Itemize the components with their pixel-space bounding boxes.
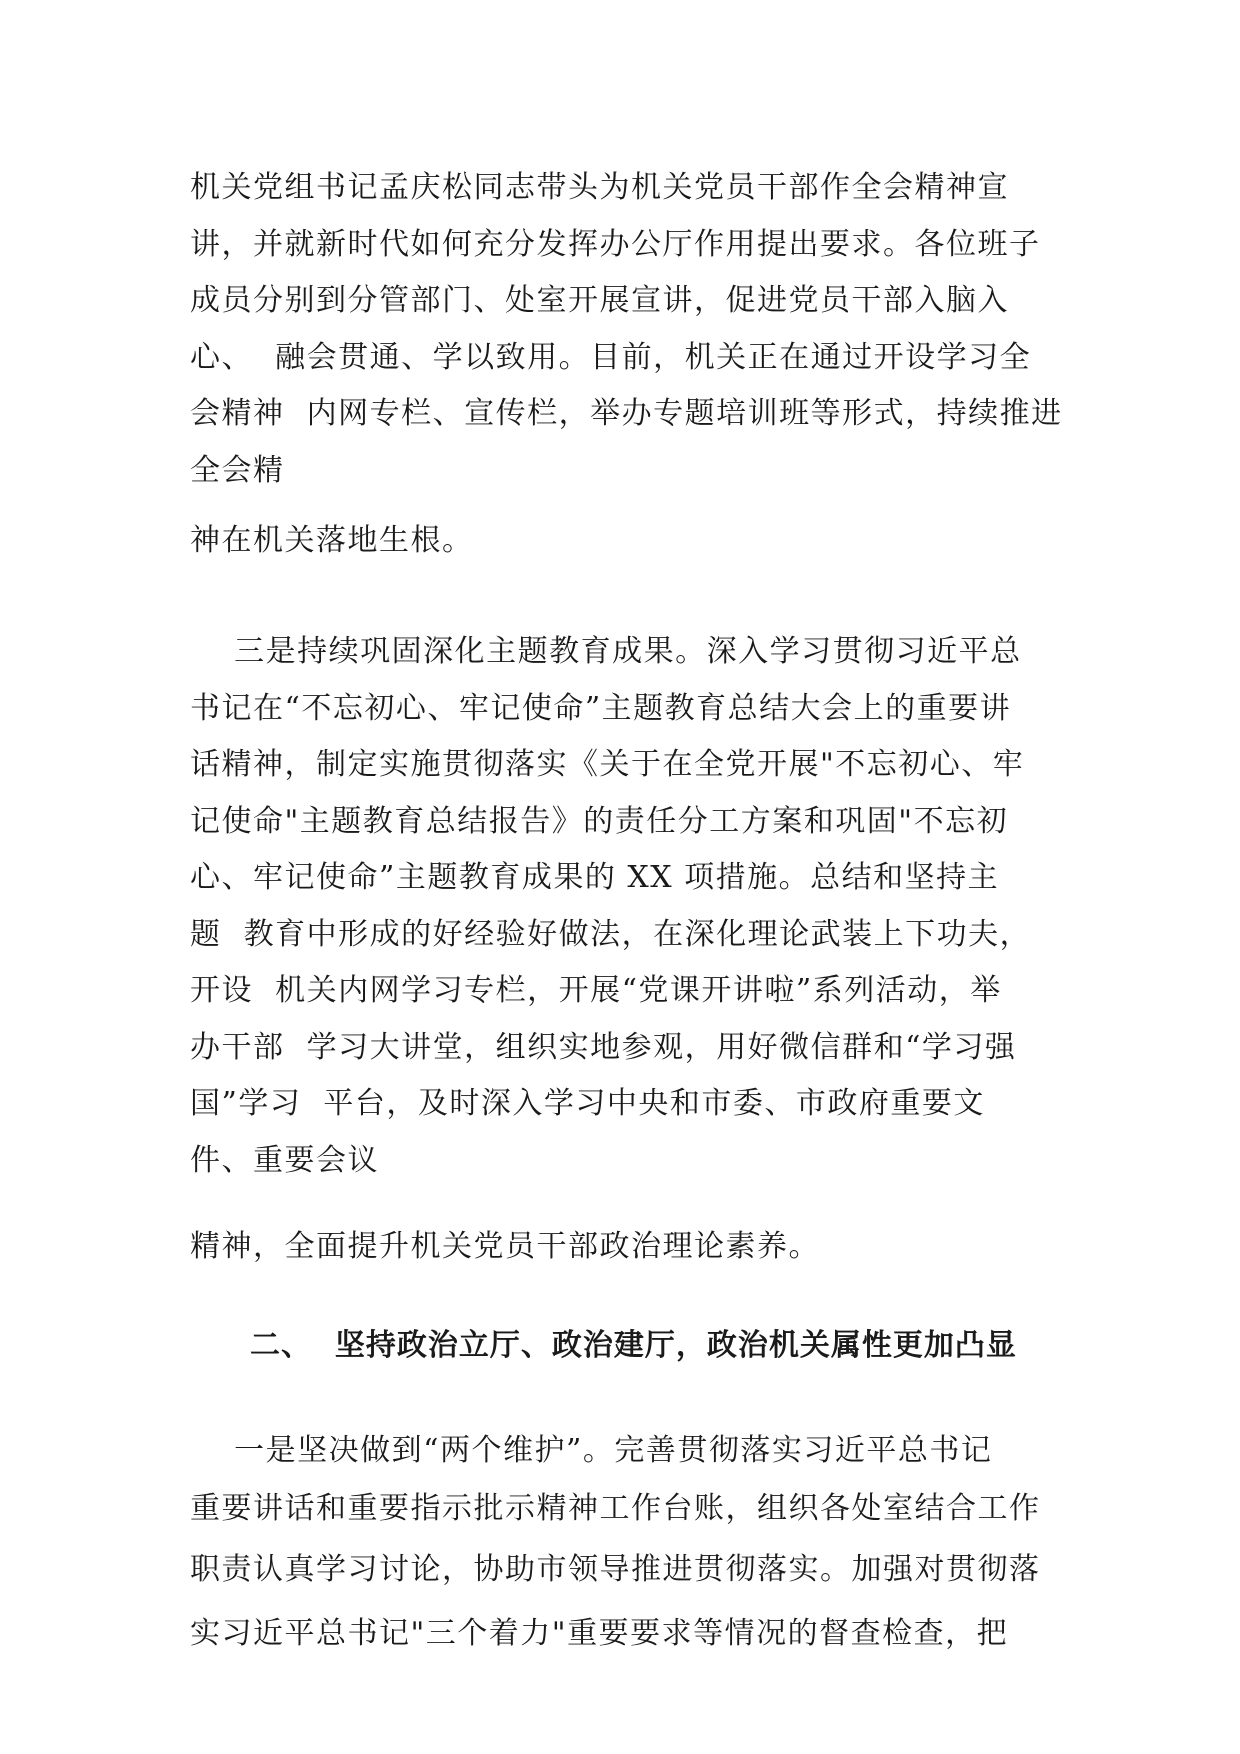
paragraph-two-safeguards <box>190 1422 1070 1666</box>
text-line: 开设 机关内网学习专栏，开展“党课开讲啦”系列活动，举 <box>190 973 1002 1008</box>
text-line: 精神，全面提升机关党员干部政治理论素养。 <box>190 1229 820 1264</box>
paragraph-continuation <box>190 513 1070 570</box>
text-line: 一是坚决做到“两个维护”。完善贯彻落实习近平总书记 <box>190 1433 993 1468</box>
text-line: 话精神，制定实施贯彻落实《关于在全党开展"不忘初心、牢 <box>190 747 1025 782</box>
text-line: 神在机关落地生根。 <box>190 523 474 558</box>
text-line: 会精神 内网专栏、宣传栏，举办专题培训班等形式，持续推进 <box>190 396 1063 431</box>
text-line: 心、 融会贯通、学以致用。目前，机关正在通过开设学习全 <box>190 339 1032 375</box>
paragraph-continuation <box>190 1219 1070 1276</box>
text-line: 职责认真学习讨论，协助市领导推进贯彻落实。加强对贯彻落 <box>190 1552 1041 1587</box>
text-line: 重要讲话和重要指示批示精神工作台账，组织各处室结合工作 <box>190 1491 1041 1526</box>
text-line: 心、牢记使命”主题教育成果的 XX 项措施。总结和坚持主 <box>190 860 1000 895</box>
paragraph-propaganda <box>190 160 1070 499</box>
paragraph-theme-education <box>190 624 1070 1189</box>
text-line: 实习近平总书记"三个着力"重要要求等情况的督查检查，把 <box>190 1616 1009 1651</box>
text-line: 全会精 <box>190 452 285 488</box>
text-line: 记使命"主题教育总结报告》的责任分工方案和巩固"不忘初 <box>190 803 1009 839</box>
section-heading: 二、 坚持政治立厅、政治建厅，政治机关属性更加凸显 <box>250 1328 1017 1363</box>
text-line: 书记在“不忘初心、牢记使命”主题教育总结大会上的重要讲 <box>190 690 1012 726</box>
text-line: 讲，并就新时代如何充分发挥办公厅作用提出要求。各位班子 <box>190 226 1041 262</box>
text-line: 件、重要会议 <box>190 1142 379 1178</box>
text-line: 国”学习 平台，及时深入学习中央和市委、市政府重要文 <box>190 1086 985 1121</box>
text-line: 办干部 学习大讲堂，组织实地参观，用好微信群和“学习强 <box>190 1029 1017 1065</box>
text-line: 成员分别到分管部门、处室开展宣讲，促进党员干部入脑入 <box>190 283 1009 318</box>
text-line: 题 教育中形成的好经验好做法，在深化理论武装上下功夫， <box>190 916 1032 952</box>
text-line: 三是持续巩固深化主题教育成果。深入学习贯彻习近平总 <box>190 634 1022 669</box>
text-line: 机关党组书记孟庆松同志带头为机关党员干部作全会精神宣 <box>190 170 1009 205</box>
